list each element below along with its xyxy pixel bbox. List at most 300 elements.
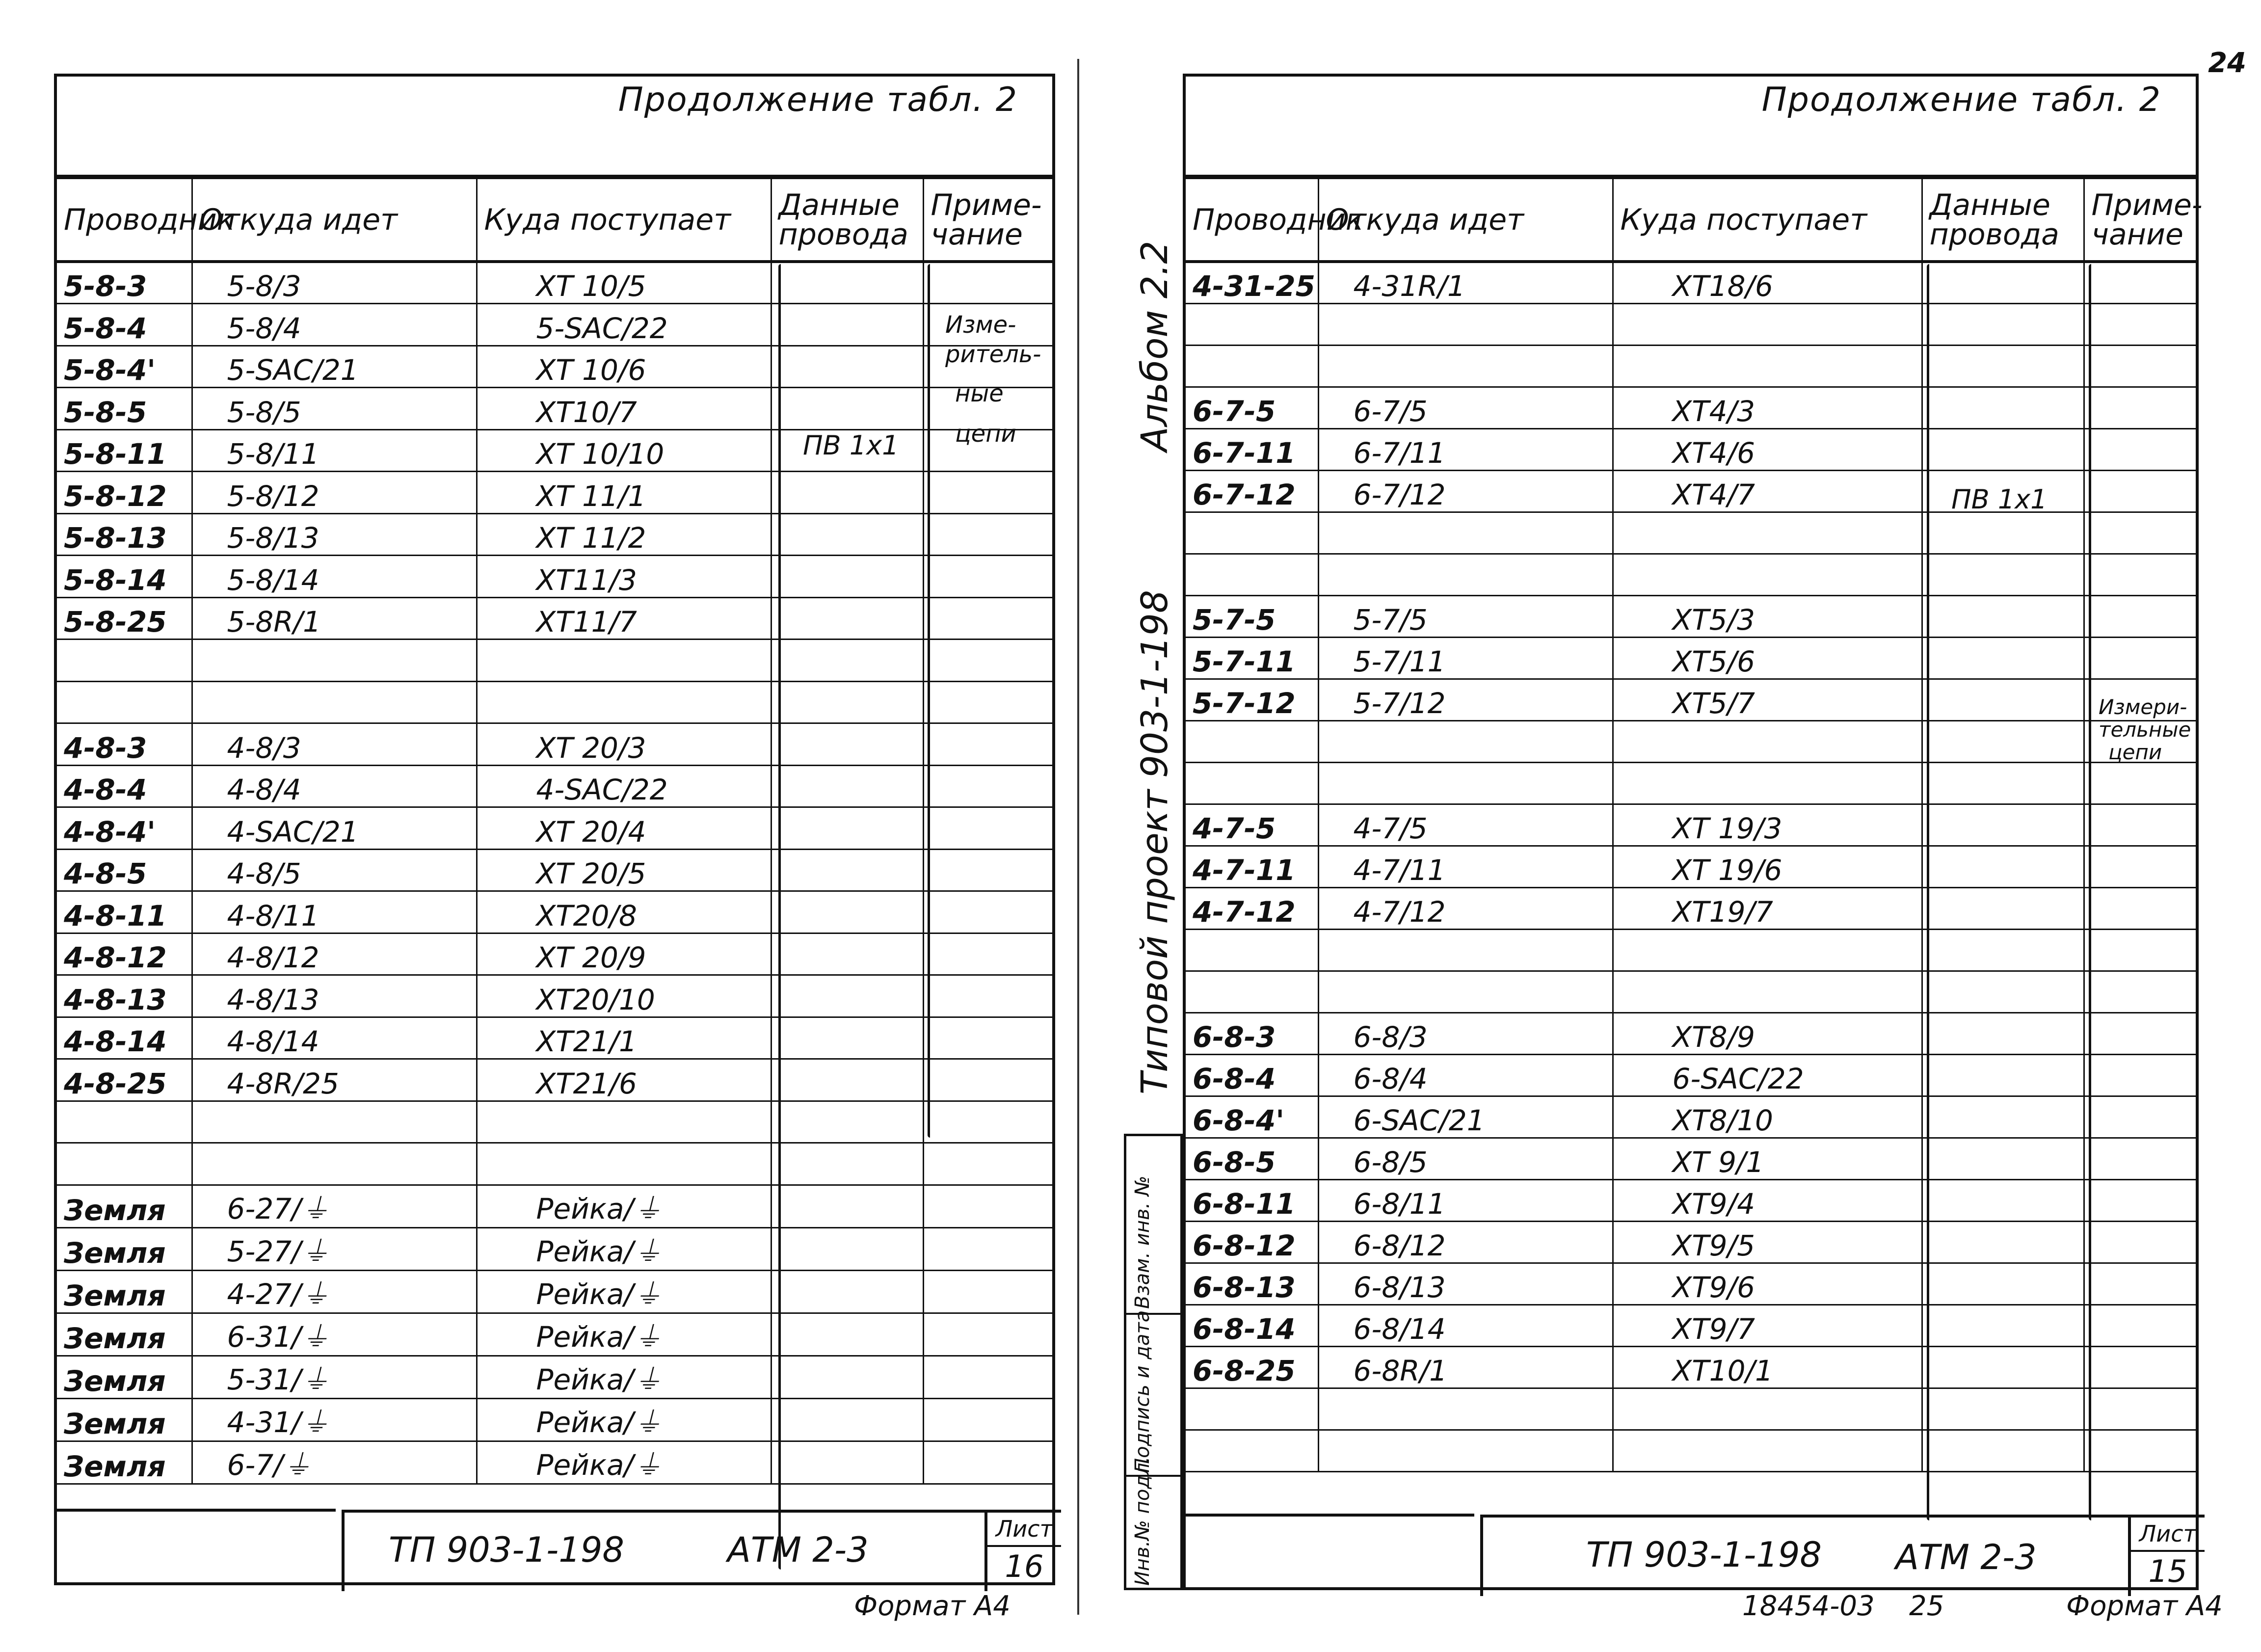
cell-note	[923, 807, 1052, 850]
cell-note	[923, 1441, 1052, 1484]
cell-from: 4-8/14	[192, 1017, 477, 1059]
cell-wire-data	[1922, 679, 2084, 720]
cell-to: Рейка/⏚	[477, 1356, 771, 1398]
cell-to	[1613, 512, 1922, 554]
cell-from: 5-31/⏚	[192, 1356, 477, 1398]
cell-from	[192, 639, 477, 682]
table-row	[57, 472, 1052, 514]
cell-note	[923, 1313, 1052, 1356]
cell-note	[2084, 846, 2196, 887]
cell-note	[923, 1227, 1052, 1270]
cell-to	[1613, 971, 1922, 1013]
cell-conductor: Земля	[57, 1441, 192, 1484]
cell-wire-data	[1922, 1305, 2084, 1346]
cell-note	[923, 891, 1052, 933]
cell-conductor: 6-8-14	[1186, 1305, 1318, 1346]
cell-wire-data	[1922, 1388, 2084, 1430]
cell-from	[1318, 971, 1613, 1013]
cell-from: 4-7/11	[1318, 846, 1613, 887]
cell-wire-data	[1922, 387, 2084, 428]
cell-to: XT18/6	[1613, 262, 1922, 303]
title-block	[342, 1510, 1061, 1591]
wire-brace	[778, 264, 781, 1570]
wire-spec: ПВ 1x1	[803, 430, 899, 461]
table-row	[1186, 1305, 2196, 1346]
drawing-code: АТМ 2-3	[1895, 1537, 2037, 1577]
cell-from: 4-7/5	[1318, 804, 1613, 846]
table-row	[57, 597, 1052, 639]
cell-note	[923, 639, 1052, 682]
project-code: ТП 903-1-198	[1586, 1535, 1822, 1575]
cell-conductor: 5-8-3	[57, 262, 192, 304]
sheet-box	[984, 1513, 1061, 1591]
cell-conductor: 4-8-12	[57, 933, 192, 975]
cell-wire-data	[1922, 1096, 2084, 1138]
table-row	[57, 513, 1052, 556]
cell-to	[1613, 1388, 1922, 1430]
cell-conductor: 5-8-14	[57, 556, 192, 598]
cell-to	[1613, 762, 1922, 804]
cell-conductor: 4-8-3	[57, 723, 192, 766]
cell-to: XT4/6	[1613, 428, 1922, 470]
cell-wire-data	[1922, 929, 2084, 971]
cell-wire-data	[1922, 1054, 2084, 1096]
cell-from: 5-7/11	[1318, 637, 1613, 679]
note-line-3: цепи	[2108, 740, 2162, 764]
cell-from: 5-27/⏚	[192, 1227, 477, 1270]
cell-from: 6-SAC/21	[1318, 1096, 1613, 1138]
cell-to: XT 10/6	[477, 346, 771, 388]
sheet-box	[2128, 1518, 2205, 1596]
cell-wire-data	[771, 1101, 923, 1143]
table-row	[1186, 345, 2196, 387]
table-row	[57, 1441, 1052, 1484]
table-row	[1186, 595, 2196, 637]
cell-wire-data	[771, 1398, 923, 1441]
col-header-from: Откуда идет	[192, 179, 477, 262]
cell-note	[2084, 887, 2196, 929]
cell-from: 5-8/4	[192, 304, 477, 346]
cell-conductor: 6-8-5	[1186, 1138, 1318, 1179]
cell-from: 5-7/5	[1318, 595, 1613, 637]
cell-conductor: 4-7-5	[1186, 804, 1318, 846]
note-brace	[928, 264, 930, 1138]
cell-from: 4-7/12	[1318, 887, 1613, 929]
cell-conductor: 4-8-4'	[57, 807, 192, 850]
cell-conductor: 6-8-4	[1186, 1054, 1318, 1096]
cell-note	[2084, 1346, 2196, 1388]
table-row	[1186, 1179, 2196, 1221]
cell-from: 6-8/14	[1318, 1305, 1613, 1346]
table-row	[1186, 1263, 2196, 1305]
wire-brace	[1927, 264, 1929, 1520]
cell-note	[923, 513, 1052, 556]
cell-wire-data	[1922, 1179, 2084, 1221]
table-row	[57, 1313, 1052, 1356]
cell-from: 6-8R/1	[1318, 1346, 1613, 1388]
cell-to	[477, 681, 771, 723]
cell-to: XT 9/1	[1613, 1138, 1922, 1179]
cell-note	[2084, 971, 2196, 1013]
table-row	[1186, 762, 2196, 804]
cell-to: XT 10/5	[477, 262, 771, 304]
cell-conductor: 4-31-25	[1186, 262, 1318, 303]
cell-conductor: 4-8-5	[57, 849, 192, 891]
note-line-2: ритель-	[945, 341, 1041, 368]
cell-note	[2084, 470, 2196, 512]
cell-conductor: 5-8-4	[57, 304, 192, 346]
cell-note	[923, 933, 1052, 975]
cell-wire-data	[1922, 303, 2084, 345]
cell-to	[1613, 554, 1922, 595]
cell-conductor: 5-7-12	[1186, 679, 1318, 720]
cell-conductor: 4-8-4	[57, 765, 192, 807]
sheet-label: Лист	[987, 1516, 1061, 1547]
table-row	[57, 1017, 1052, 1059]
cell-wire-data	[1922, 1138, 2084, 1179]
archive-page: 25	[1909, 1590, 1944, 1622]
table-row	[57, 304, 1052, 346]
strip-cell	[1126, 1136, 1180, 1313]
cell-note	[2084, 1305, 2196, 1346]
table-row	[1186, 846, 2196, 887]
cell-from: 6-7/⏚	[192, 1441, 477, 1484]
cell-conductor: Земля	[57, 1356, 192, 1398]
cell-to: XT 11/2	[477, 513, 771, 556]
cell-from: 6-8/13	[1318, 1263, 1613, 1305]
sheet-number: 16	[1005, 1548, 1044, 1584]
cell-to	[1613, 303, 1922, 345]
cell-to	[1613, 345, 1922, 387]
cell-from	[1318, 554, 1613, 595]
cell-conductor	[1186, 720, 1318, 762]
cell-to	[477, 1143, 771, 1185]
table-row	[1186, 512, 2196, 554]
cell-wire-data	[771, 556, 923, 598]
table-row	[1186, 1096, 2196, 1138]
cell-wire-data	[1922, 971, 2084, 1013]
wiring-table	[57, 178, 1052, 1485]
cell-note	[2084, 1179, 2196, 1221]
cell-from: 5-8/11	[192, 429, 477, 472]
cell-to: Рейка/⏚	[477, 1227, 771, 1270]
cell-from	[1318, 1388, 1613, 1430]
cell-from: 6-7/12	[1318, 470, 1613, 512]
cell-conductor: 4-7-12	[1186, 887, 1318, 929]
cell-conductor: 6-7-12	[1186, 470, 1318, 512]
cell-from: 4-8/5	[192, 849, 477, 891]
cell-conductor: Земля	[57, 1313, 192, 1356]
side-stamp-strip	[1124, 1134, 1183, 1590]
cell-conductor	[1186, 971, 1318, 1013]
cell-conductor	[57, 1101, 192, 1143]
cell-note	[923, 975, 1052, 1017]
wire-spec: ПВ 1x1	[1951, 484, 2048, 515]
note-line-3: ные	[955, 380, 1004, 407]
continuation-title: Продолжение табл. 2	[618, 80, 1018, 119]
cell-note	[2084, 554, 2196, 595]
table-row	[57, 429, 1052, 472]
cell-conductor: 5-7-5	[1186, 595, 1318, 637]
cell-from: 5-8/3	[192, 262, 477, 304]
stamp-line	[1186, 1514, 1474, 1517]
cell-conductor	[57, 639, 192, 682]
left-sheet	[54, 74, 1055, 1585]
sheet-number: 15	[2148, 1553, 2187, 1589]
cell-from: 6-7/11	[1318, 428, 1613, 470]
cell-from: 6-8/12	[1318, 1221, 1613, 1263]
cell-note	[923, 849, 1052, 891]
col-header-to: Куда поступает	[477, 179, 771, 262]
drawing-code: АТМ 2-3	[727, 1530, 869, 1570]
table-row	[57, 933, 1052, 975]
strip-label: Взам. инв. №	[1131, 1175, 1154, 1309]
strip-label: Инв.№ подл.	[1131, 1456, 1154, 1586]
cell-conductor	[1186, 303, 1318, 345]
cell-to: XT5/3	[1613, 595, 1922, 637]
cell-note	[2084, 428, 2196, 470]
cell-wire-data	[1922, 554, 2084, 595]
cell-from: 4-SAC/21	[192, 807, 477, 850]
cell-conductor	[1186, 1430, 1318, 1471]
cell-conductor: 5-8-13	[57, 513, 192, 556]
col-header-note: Приме-чание	[2084, 179, 2196, 262]
table-row	[57, 891, 1052, 933]
page-number: 24	[2208, 47, 2246, 79]
cell-note	[2084, 804, 2196, 846]
cell-wire-data	[771, 723, 923, 766]
cell-conductor: 4-8-14	[57, 1017, 192, 1059]
cell-from: 4-31R/1	[1318, 262, 1613, 303]
table-row	[57, 1143, 1052, 1185]
cell-wire-data	[771, 472, 923, 514]
table-row	[57, 975, 1052, 1017]
cell-to: XT4/3	[1613, 387, 1922, 428]
table-row	[1186, 679, 2196, 720]
cell-to: XT10/7	[477, 388, 771, 430]
strip-cell	[1126, 1456, 1180, 1590]
cell-conductor	[57, 1143, 192, 1185]
cell-wire-data	[771, 262, 923, 304]
table-row	[1186, 387, 2196, 428]
cell-note	[2084, 512, 2196, 554]
cell-note	[923, 1143, 1052, 1185]
cell-from: 5-SAC/21	[192, 346, 477, 388]
cell-conductor: 6-8-11	[1186, 1179, 1318, 1221]
cell-conductor: 5-8-5	[57, 388, 192, 430]
cell-conductor: 6-7-5	[1186, 387, 1318, 428]
cell-to: XT 20/9	[477, 933, 771, 975]
cell-to: XT21/6	[477, 1059, 771, 1101]
cell-from: 6-31/⏚	[192, 1313, 477, 1356]
cell-wire-data	[771, 639, 923, 682]
col-header-to: Куда поступает	[1613, 179, 1922, 262]
cell-note	[923, 1185, 1052, 1227]
cell-wire-data	[771, 891, 923, 933]
title-block	[1480, 1515, 2205, 1596]
table-row	[1186, 1388, 2196, 1430]
cell-wire-data	[1922, 762, 2084, 804]
cell-wire-data	[1922, 846, 2084, 887]
cell-wire-data	[771, 1059, 923, 1101]
note-line-1: Изме-	[945, 311, 1016, 339]
cell-wire-data	[1922, 1430, 2084, 1471]
cell-note	[2084, 1263, 2196, 1305]
right-sheet	[1183, 74, 2203, 1590]
cell-note	[923, 262, 1052, 304]
cell-note	[923, 1270, 1052, 1313]
cell-from	[192, 681, 477, 723]
cell-from	[1318, 345, 1613, 387]
cell-from: 6-8/4	[1318, 1054, 1613, 1096]
table-row	[1186, 1138, 2196, 1179]
table-row	[1186, 1221, 2196, 1263]
cell-note	[923, 765, 1052, 807]
cell-note	[2084, 1388, 2196, 1430]
cell-conductor	[1186, 762, 1318, 804]
cell-conductor: 4-8-11	[57, 891, 192, 933]
table-row	[57, 849, 1052, 891]
cell-wire-data	[771, 849, 923, 891]
table-row	[1186, 929, 2196, 971]
cell-wire-data	[771, 1143, 923, 1185]
table-row	[57, 765, 1052, 807]
cell-to: XT9/4	[1613, 1179, 1922, 1221]
cell-wire-data	[1922, 595, 2084, 637]
cell-note	[2084, 637, 2196, 679]
cell-from: 6-8/3	[1318, 1013, 1613, 1054]
cell-from: 6-27/⏚	[192, 1185, 477, 1227]
cell-from	[1318, 1430, 1613, 1471]
cell-to: XT9/7	[1613, 1305, 1922, 1346]
cell-wire-data	[771, 807, 923, 850]
col-header-conductor: Проводник	[1186, 179, 1318, 262]
wiring-table	[1186, 178, 2203, 1472]
cell-note	[2084, 303, 2196, 345]
cell-from: 6-7/5	[1318, 387, 1613, 428]
cell-conductor: 4-7-11	[1186, 846, 1318, 887]
album-label: Альбом 2.2	[1134, 240, 1176, 452]
cell-conductor: 5-8-4'	[57, 346, 192, 388]
cell-to: XT20/8	[477, 891, 771, 933]
table-row	[1186, 1430, 2196, 1471]
fold-line	[1077, 59, 1079, 1615]
cell-wire-data	[771, 1227, 923, 1270]
format-label: Формат А4	[2066, 1590, 2223, 1622]
cell-from	[1318, 512, 1613, 554]
cell-to: XT21/1	[477, 1017, 771, 1059]
table-row	[1186, 554, 2196, 595]
cell-note	[2084, 387, 2196, 428]
cell-from	[1318, 303, 1613, 345]
table-row	[57, 1059, 1052, 1101]
cell-from: 5-8/13	[192, 513, 477, 556]
table-row	[57, 262, 1052, 304]
cell-note	[2084, 929, 2196, 971]
cell-note	[2084, 1138, 2196, 1179]
cell-from: 6-8/11	[1318, 1179, 1613, 1221]
cell-conductor: 4-8-25	[57, 1059, 192, 1101]
cell-note	[923, 681, 1052, 723]
cell-conductor: 6-8-4'	[1186, 1096, 1318, 1138]
cell-to: XT 20/3	[477, 723, 771, 766]
cell-from: 5-8R/1	[192, 597, 477, 639]
col-header-wire-data: Данные провода	[771, 179, 923, 262]
table-row	[1186, 428, 2196, 470]
cell-conductor: Земля	[57, 1185, 192, 1227]
table-row	[57, 388, 1052, 430]
table-row	[57, 723, 1052, 766]
cell-note	[923, 1398, 1052, 1441]
cell-from: 5-8/12	[192, 472, 477, 514]
cell-to: XT10/1	[1613, 1346, 1922, 1388]
cell-from	[1318, 720, 1613, 762]
cell-to: Рейка/⏚	[477, 1185, 771, 1227]
cell-wire-data	[1922, 1346, 2084, 1388]
cell-to: 5-SAC/22	[477, 304, 771, 346]
table-row	[1186, 262, 2196, 303]
continuation-title: Продолжение табл. 2	[1761, 80, 2161, 119]
table-row	[57, 1227, 1052, 1270]
cell-note	[2084, 345, 2196, 387]
cell-wire-data	[771, 304, 923, 346]
note-line-4: цепи	[955, 420, 1016, 448]
cell-note	[2084, 595, 2196, 637]
cell-wire-data	[1922, 804, 2084, 846]
cell-to: XT 20/5	[477, 849, 771, 891]
table-row	[57, 639, 1052, 682]
cell-from	[192, 1101, 477, 1143]
cell-wire-data	[1922, 1263, 2084, 1305]
table-row	[57, 346, 1052, 388]
cell-to: Рейка/⏚	[477, 1270, 771, 1313]
cell-from: 5-7/12	[1318, 679, 1613, 720]
cell-wire-data	[771, 597, 923, 639]
cell-from: 4-31/⏚	[192, 1398, 477, 1441]
table-row	[1186, 1346, 2196, 1388]
cell-conductor: 5-7-11	[1186, 637, 1318, 679]
cell-from: 4-8/13	[192, 975, 477, 1017]
cell-to: XT 20/4	[477, 807, 771, 850]
cell-wire-data	[1922, 428, 2084, 470]
table-row	[57, 556, 1052, 598]
cell-wire-data	[771, 1270, 923, 1313]
cell-note	[2084, 1430, 2196, 1471]
table-row	[57, 1398, 1052, 1441]
cell-conductor	[57, 681, 192, 723]
cell-wire-data	[771, 1441, 923, 1484]
table-row	[1186, 637, 2196, 679]
cell-conductor	[1186, 554, 1318, 595]
cell-wire-data	[771, 1313, 923, 1356]
cell-note	[2084, 262, 2196, 303]
cell-note	[923, 1356, 1052, 1398]
strip-label: Подпись и дата	[1131, 1310, 1154, 1473]
cell-from	[1318, 929, 1613, 971]
cell-from: 4-8/4	[192, 765, 477, 807]
cell-to: XT9/6	[1613, 1263, 1922, 1305]
table-row	[57, 1270, 1052, 1313]
cell-conductor: 5-8-25	[57, 597, 192, 639]
cell-conductor	[1186, 929, 1318, 971]
cell-wire-data	[771, 933, 923, 975]
cell-to: XT20/10	[477, 975, 771, 1017]
cell-to: Рейка/⏚	[477, 1398, 771, 1441]
cell-conductor: 6-7-11	[1186, 428, 1318, 470]
cell-from: 4-8R/25	[192, 1059, 477, 1101]
stamp-line	[57, 1509, 336, 1512]
cell-wire-data	[1922, 887, 2084, 929]
